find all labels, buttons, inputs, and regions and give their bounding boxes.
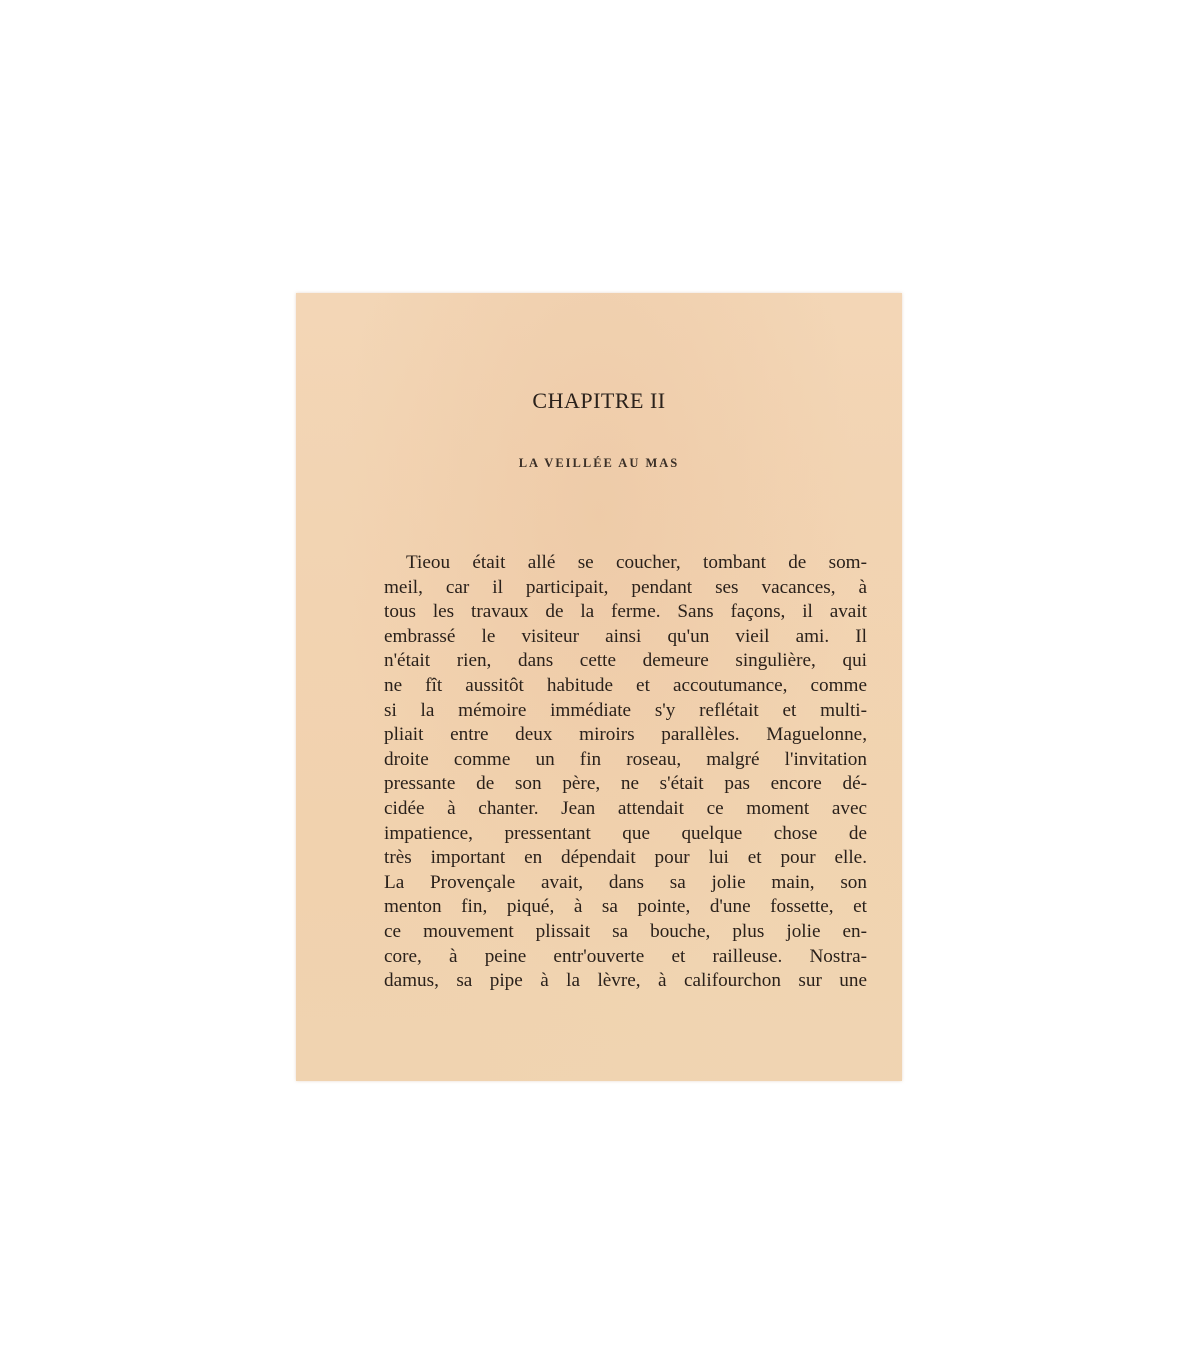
text-line: La Provençale avait, dans sa jolie main, son [384,871,867,893]
text-line: droite comme un fin roseau, malgré l'invitation [384,748,867,770]
text-line: embrassé le visiteur ainsi qu'un vieil ami. Il [384,625,867,647]
text-line: cidée à chanter. Jean attendait ce moment avec [384,797,867,819]
book-page [296,293,902,1081]
text-line: tous les travaux de la ferme. Sans façons, il avait [384,601,867,623]
text-line: très important en dépendait pour lui et pour elle. [384,847,867,869]
text-line: meil, car il participait, pendant ses vacances, à [384,576,867,598]
text-line: si la mémoire immédiate s'y reflétait et multi- [384,699,867,721]
text-line: menton fin, piqué, à sa pointe, d'une fossette, et [384,896,867,918]
text-line: n'était rien, dans cette demeure singulière, qui [384,650,867,672]
text-line: damus, sa pipe à la lèvre, à califourchon sur une [384,970,867,992]
text-line: ne fît aussitôt habitude et accoutumance, comme [384,674,867,696]
text-line: Tieou était allé se coucher, tombant de som- [406,552,867,573]
text-line: pliait entre deux miroirs parallèles. Maguelonne, [384,724,867,746]
text-line: pressante de son père, ne s'était pas encore dé- [384,773,867,795]
text-line: impatience, pressentant que quelque chose de [384,822,867,844]
chapter-title: CHAPITRE II [532,388,666,413]
body-paragraph [384,551,867,994]
text-line: core, à peine entr'ouverte et railleuse. Nostra- [384,945,867,967]
text-line: ce mouvement plissait sa bouche, plus jolie en- [384,920,867,942]
chapter-subtitle: LA VEILLÉE AU MAS [518,456,680,470]
